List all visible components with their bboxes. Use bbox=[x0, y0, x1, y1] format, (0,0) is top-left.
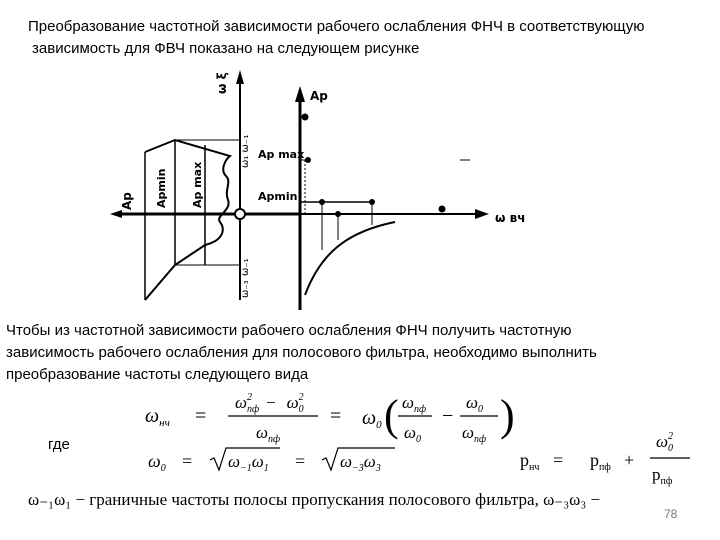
svg-text:ωпф: $\omega_{пф}$ bbox=[402, 393, 427, 415]
svg-text:ω0: $\omega_0$ bbox=[466, 393, 484, 415]
svg-text:ω0: $\omega_0$ bbox=[404, 423, 422, 445]
label-omega-vch: ω вч bbox=[495, 211, 526, 225]
svg-text:ωпф: $\omega_{пф}$ bbox=[256, 423, 281, 445]
intro-text bbox=[28, 16, 718, 60]
intro-line-1: Преобразование частотной зависимости рабочего ослабления ФНЧ в соответствующую bbox=[28, 18, 645, 35]
hpf-attenuation-curve bbox=[305, 222, 395, 295]
svg-text:pпф: $p_{пф}$ bbox=[652, 465, 673, 487]
label-apmax: Ap max bbox=[258, 148, 305, 161]
svg-text:pпф: $p_{пф}$ bbox=[590, 450, 611, 473]
label-tick-w1: ω₁ ω₋₁ bbox=[240, 134, 251, 168]
svg-text:=: = bbox=[330, 405, 342, 427]
formula-block bbox=[0, 380, 720, 490]
page-number: 78 bbox=[664, 507, 678, 521]
svg-text:+: + bbox=[624, 450, 635, 470]
svg-text:ω−1ω1: $\omega_{-1}\omega_1$ bbox=[228, 452, 269, 474]
svg-text:=: = bbox=[295, 451, 306, 471]
svg-text:=: = bbox=[195, 405, 207, 427]
svg-text:): ) bbox=[500, 391, 515, 440]
svg-text:pнч: $p_{нч}$ bbox=[520, 450, 540, 473]
label-tick-wm3: ω₋₃ bbox=[240, 280, 251, 298]
label-omega-xi: ω ξ bbox=[215, 72, 229, 94]
lpf-origin-point bbox=[235, 209, 245, 219]
lpf-axis-arrow bbox=[236, 70, 244, 84]
svg-text:=: = bbox=[553, 450, 564, 470]
svg-text:ω20: $\omega^2$ 0 bbox=[656, 431, 674, 454]
svg-text:ωнч: $\omega_{нч}$ bbox=[145, 405, 170, 429]
svg-text:ωпф: $\omega_{пф}$ bbox=[462, 423, 487, 445]
body-text bbox=[6, 320, 706, 386]
svg-text:ω0: $\omega_0$ bbox=[148, 451, 166, 474]
label-left-apmax: Ap max bbox=[191, 161, 204, 208]
hpf-omega-arrow bbox=[475, 209, 489, 219]
body-line-1: Чтобы из частотной зависимости рабочего ослабления ФНЧ получить частотную bbox=[6, 322, 572, 339]
bottom-definition-line: ω₋₁ω₁ − граничные частоты полосы пропускания полосового фильтра, ω₋₃ω₃ − bbox=[28, 490, 601, 509]
label-apmin: Apmin bbox=[258, 190, 298, 203]
intro-line-2: зависимость для ФВЧ показано на следующем рисунке bbox=[32, 40, 420, 57]
svg-text:ω−3ω3: $\omega_{-3}\omega_3$ bbox=[340, 452, 381, 474]
lpf-ap-arrow bbox=[110, 210, 122, 218]
svg-text:−: − bbox=[442, 405, 454, 427]
frequency-response-figure bbox=[110, 60, 526, 310]
body-line-2: зависимость рабочего ослабления для полосового фильтра, необходимо выполнить bbox=[6, 344, 597, 361]
where-label: где bbox=[48, 436, 70, 453]
lpf-ripple-curve bbox=[145, 140, 230, 300]
svg-text:(: ( bbox=[384, 391, 399, 440]
svg-text:ω0: $\omega_0$ bbox=[362, 407, 382, 431]
label-left-ap: Ap bbox=[120, 192, 134, 210]
label-tick-wm1: ω₋₁ bbox=[240, 258, 251, 276]
svg-text:=: = bbox=[182, 451, 193, 471]
svg-text:ω2пф−ω20: $\omega^2$ пф − $\omega^2$ 0 bbox=[235, 392, 304, 415]
body-line-3: преобразование частоты следующего вида bbox=[6, 366, 309, 383]
hpf-ap-arrow bbox=[295, 86, 305, 102]
label-left-apmin: Apmin bbox=[155, 168, 168, 208]
label-ap: Ap bbox=[310, 89, 328, 103]
